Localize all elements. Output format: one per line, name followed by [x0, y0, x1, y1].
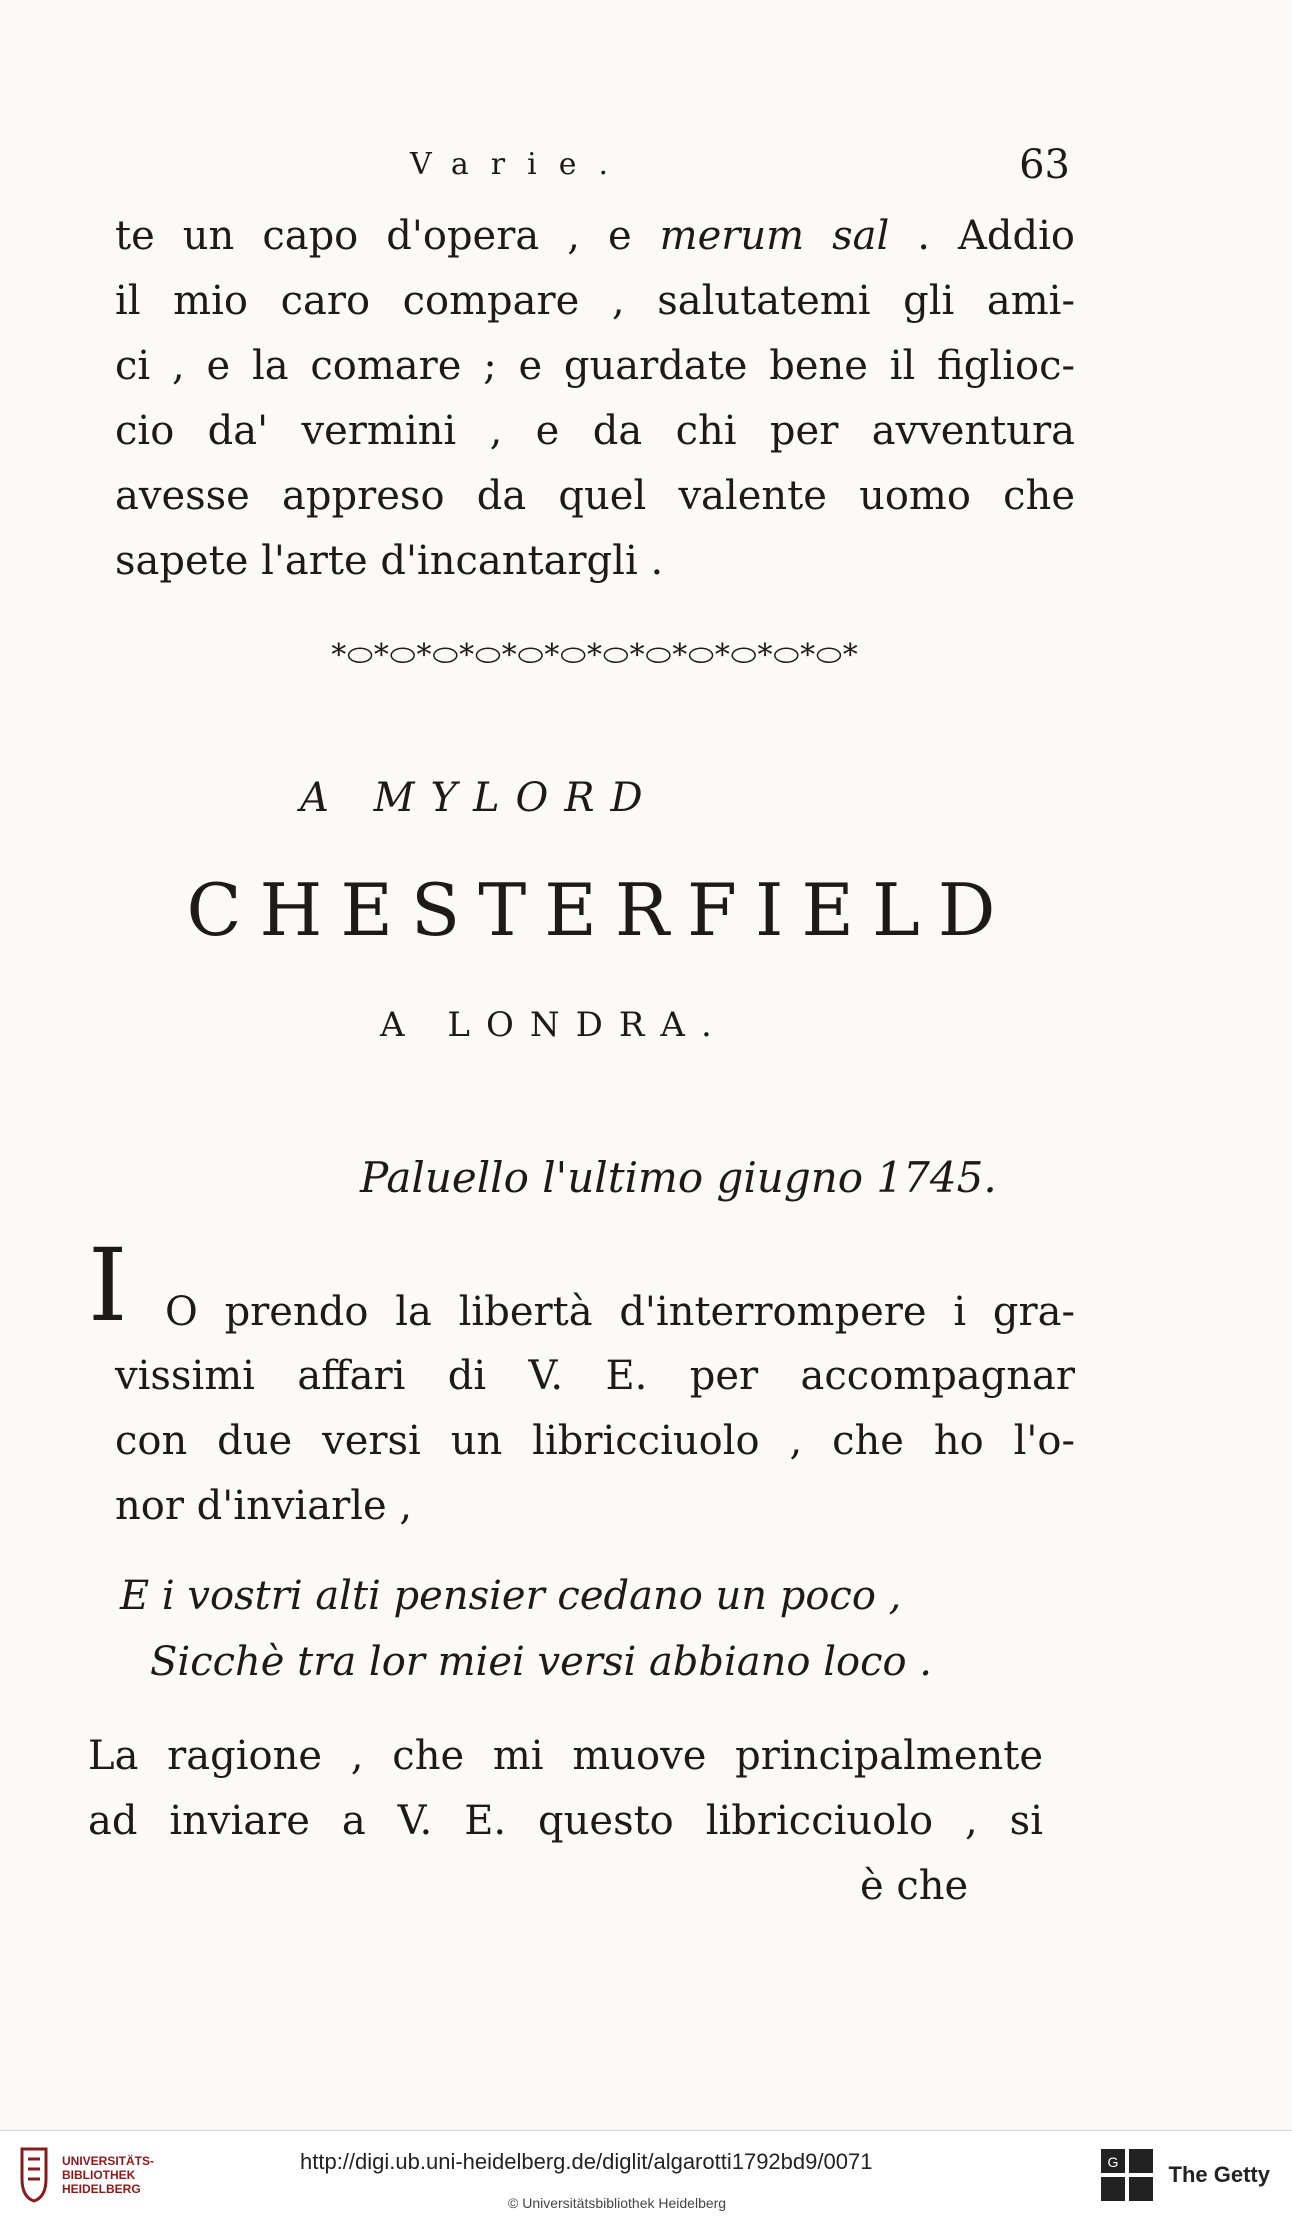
text-line: La ragione , che mi muove principalmente	[88, 1733, 1043, 1779]
text-line: nor d'inviarle ,	[115, 1483, 413, 1529]
ornament-divider: *⬭*⬭*⬭*⬭*⬭*⬭*⬭*⬭*⬭*⬭*⬭*⬭*	[331, 638, 859, 673]
text-line: avesse appreso da quel valente uomo che	[115, 473, 1075, 519]
svg-text:G: G	[1107, 2154, 1118, 2170]
text-line: O prendo la libertà d'interrompere i gra-	[165, 1289, 1075, 1335]
verse-line: E i vostri alti pensier cedano un poco ,	[120, 1573, 902, 1619]
institution-name: UNIVERSITÄTS- BIBLIOTHEK HEIDELBERG	[62, 2154, 155, 2196]
letter-addressee-name: CHESTERFIELD	[186, 868, 1014, 952]
getty-logo-icon	[1099, 2147, 1155, 2203]
drop-cap: I	[88, 1227, 128, 1344]
text-line: il mio caro compare , salutatemi gli ami-	[115, 278, 1075, 324]
catchword: è che	[860, 1863, 969, 1909]
letter-addressee-place: A LONDRA.	[380, 1005, 728, 1045]
running-header	[410, 135, 1070, 195]
text-line: ad inviare a V. E. questo libricciuolo , si	[88, 1798, 1043, 1844]
university-seal-icon	[14, 2145, 54, 2205]
getty-logo[interactable]	[1099, 2147, 1270, 2203]
permalink[interactable]: http://digi.ub.uni-heidelberg.de/diglit/algarotti1792bd9/0071	[300, 2149, 873, 2174]
text-line: ci , e la comare ; e guardate bene il figlioc-	[115, 343, 1075, 389]
partner-name: The Getty	[1168, 2162, 1270, 2187]
heidelberg-logo[interactable]	[14, 2145, 154, 2205]
letter-dateline: Paluello l'ultimo giugno 1745.	[360, 1153, 997, 1202]
text-line: con due versi un libricciuolo , che ho l'o-	[115, 1418, 1075, 1464]
text-line: vissimi affari di V. E. per accompagnar	[115, 1353, 1075, 1399]
viewer-footer	[0, 2130, 1292, 2227]
copyright-notice: © Universitätsbibliothek Heidelberg	[508, 2195, 727, 2211]
verse-line: Sicchè tra lor miei versi abbiano loco .	[150, 1639, 932, 1685]
page-number: 63	[1019, 142, 1070, 188]
running-title: Varie.	[410, 147, 631, 182]
text-line: te un capo d'opera , e merum sal . Addio	[115, 213, 1075, 259]
text-line: sapete l'arte d'incantargli .	[115, 538, 664, 584]
text-line: cio da' vermini , e da chi per avventura	[115, 408, 1075, 454]
letter-addressee-title: A MYLORD	[300, 775, 659, 821]
